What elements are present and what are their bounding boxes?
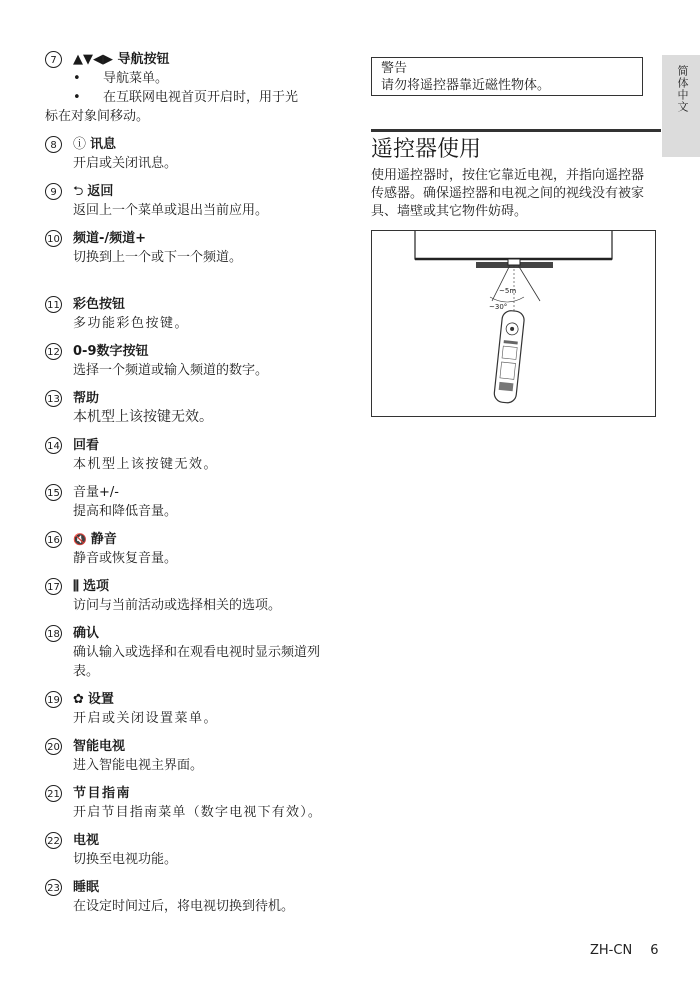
item-desc: 开启节目指南菜单（数字电视下有效）。 [73, 805, 323, 820]
page-number: 6 [650, 943, 659, 958]
mute-icon: 🔇 [73, 533, 87, 546]
item-desc: 静音或恢复音量。 [73, 551, 178, 566]
distance-label: ~5m [499, 287, 517, 295]
item-desc: 切换至电视功能。 [73, 852, 178, 867]
item-number: 11 [45, 296, 62, 313]
item-number: 13 [45, 390, 62, 407]
list-item [45, 878, 345, 916]
item-title: 睡眠 [73, 880, 100, 895]
item-desc: 本机型上该按键无效。 [73, 409, 213, 425]
item-desc: 返回上一个菜单或退出当前应用。 [73, 203, 269, 218]
item-number: 17 [45, 578, 62, 595]
ir-sensor [508, 259, 520, 265]
item-title: 智能电视 [73, 739, 126, 754]
list-item [45, 831, 345, 869]
item-title: 设置 [87, 692, 114, 707]
section-text: 使用遥控器时，按住它靠近电视，并指向遥控器传感器。确保遥控器和电视之间的视线没有被家具、墙壁或其它物件妨碍。 [371, 168, 645, 219]
item-number: 20 [45, 738, 62, 755]
list-item [45, 229, 345, 267]
options-icon: ⫼ [73, 579, 79, 594]
item-title: 频道-/频道+ [73, 231, 147, 246]
item-title: 电视 [73, 833, 100, 848]
item-title: 讯息 [90, 137, 117, 152]
list-item [45, 389, 345, 427]
settings-gear-icon: ✿ [73, 692, 84, 707]
section-title: 遥控器使用 [371, 129, 661, 169]
list-item [45, 436, 345, 474]
tv-outline [415, 231, 612, 259]
item-number: 12 [45, 343, 62, 360]
item-title: 静音 [90, 532, 117, 547]
footer-language: ZH-CN [590, 943, 633, 958]
signal-line [518, 265, 540, 301]
item-title: 回看 [73, 438, 100, 453]
item-number: 19 [45, 691, 62, 708]
angle-label: ~30° [489, 303, 508, 311]
list-item [45, 483, 345, 521]
item-title: ▲▼◀▶ 导航按钮 [73, 52, 170, 67]
item-title: 返回 [87, 184, 114, 199]
item-desc: 多功能彩色按键。 [73, 316, 190, 331]
info-icon: ⓘ [73, 137, 87, 152]
item-desc: 开启或关闭讯息。 [73, 156, 178, 171]
item-title: 帮助 [73, 391, 100, 406]
item-number: 8 [45, 136, 62, 153]
item-number: 16 [45, 531, 62, 548]
item-desc: 开启或关闭设置菜单。 [73, 711, 219, 726]
item-title: 0-9数字按钮 [73, 344, 149, 359]
item-desc: 本机型上该按键无效。 [73, 457, 219, 472]
item-desc: 在设定时间过后，将电视切换到待机。 [73, 899, 295, 914]
item-number: 15 [45, 484, 62, 501]
list-item [45, 182, 345, 220]
remote-usage-figure [371, 230, 656, 417]
item-desc: 选择一个频道或输入频道的数字。 [73, 363, 269, 378]
bullet-continuation: 标在对象间移动。 [45, 109, 150, 124]
list-item [45, 342, 345, 380]
list-item [45, 530, 345, 568]
warning-label: 警告 [381, 61, 408, 76]
bullet: • 导航菜单。 [73, 71, 169, 86]
list-item [45, 295, 345, 333]
remote-key-list [45, 50, 345, 925]
item-title: 确认 [73, 626, 100, 641]
item-desc: 访问与当前活动或选择相关的选项。 [73, 598, 282, 613]
item-desc: 切换到上一个或下一个频道。 [73, 250, 243, 265]
page-footer [590, 943, 658, 958]
warning-box [371, 57, 643, 96]
item-title: 选项 [82, 579, 109, 594]
item-number: 7 [45, 51, 62, 68]
item-number: 18 [45, 625, 62, 642]
item-number: 14 [45, 437, 62, 454]
warning-text: 请勿将遥控器靠近磁性物体。 [381, 78, 551, 93]
list-item [45, 577, 345, 615]
item-desc: 确认输入或选择和在观看电视时显示频道列表。 [73, 645, 321, 679]
item-title: 音量+/- [73, 485, 119, 500]
list-item [45, 624, 345, 681]
item-number: 21 [45, 785, 62, 802]
language-side-tab-label: 简体中文 [676, 65, 689, 113]
remote-control [493, 310, 524, 404]
list-item [45, 135, 345, 173]
list-item [45, 737, 345, 775]
item-desc: 提高和降低音量。 [73, 504, 178, 519]
back-icon: ⮌ [73, 184, 84, 199]
bullet: • 在互联网电视首页开启时，用于光 [73, 90, 299, 105]
item-number: 23 [45, 879, 62, 896]
list-item [45, 690, 345, 728]
list-item [45, 50, 345, 126]
item-number: 10 [45, 230, 62, 247]
tv-remote-illustration [372, 231, 655, 416]
item-desc: 进入智能电视主界面。 [73, 758, 204, 773]
item-title: 彩色按钮 [73, 297, 126, 312]
angle-arc [490, 297, 524, 302]
signal-line [492, 265, 510, 301]
language-side-tab [662, 55, 700, 157]
item-number: 22 [45, 832, 62, 849]
item-number: 9 [45, 183, 62, 200]
list-item [45, 784, 345, 822]
item-title: 节目指南 [73, 786, 132, 801]
